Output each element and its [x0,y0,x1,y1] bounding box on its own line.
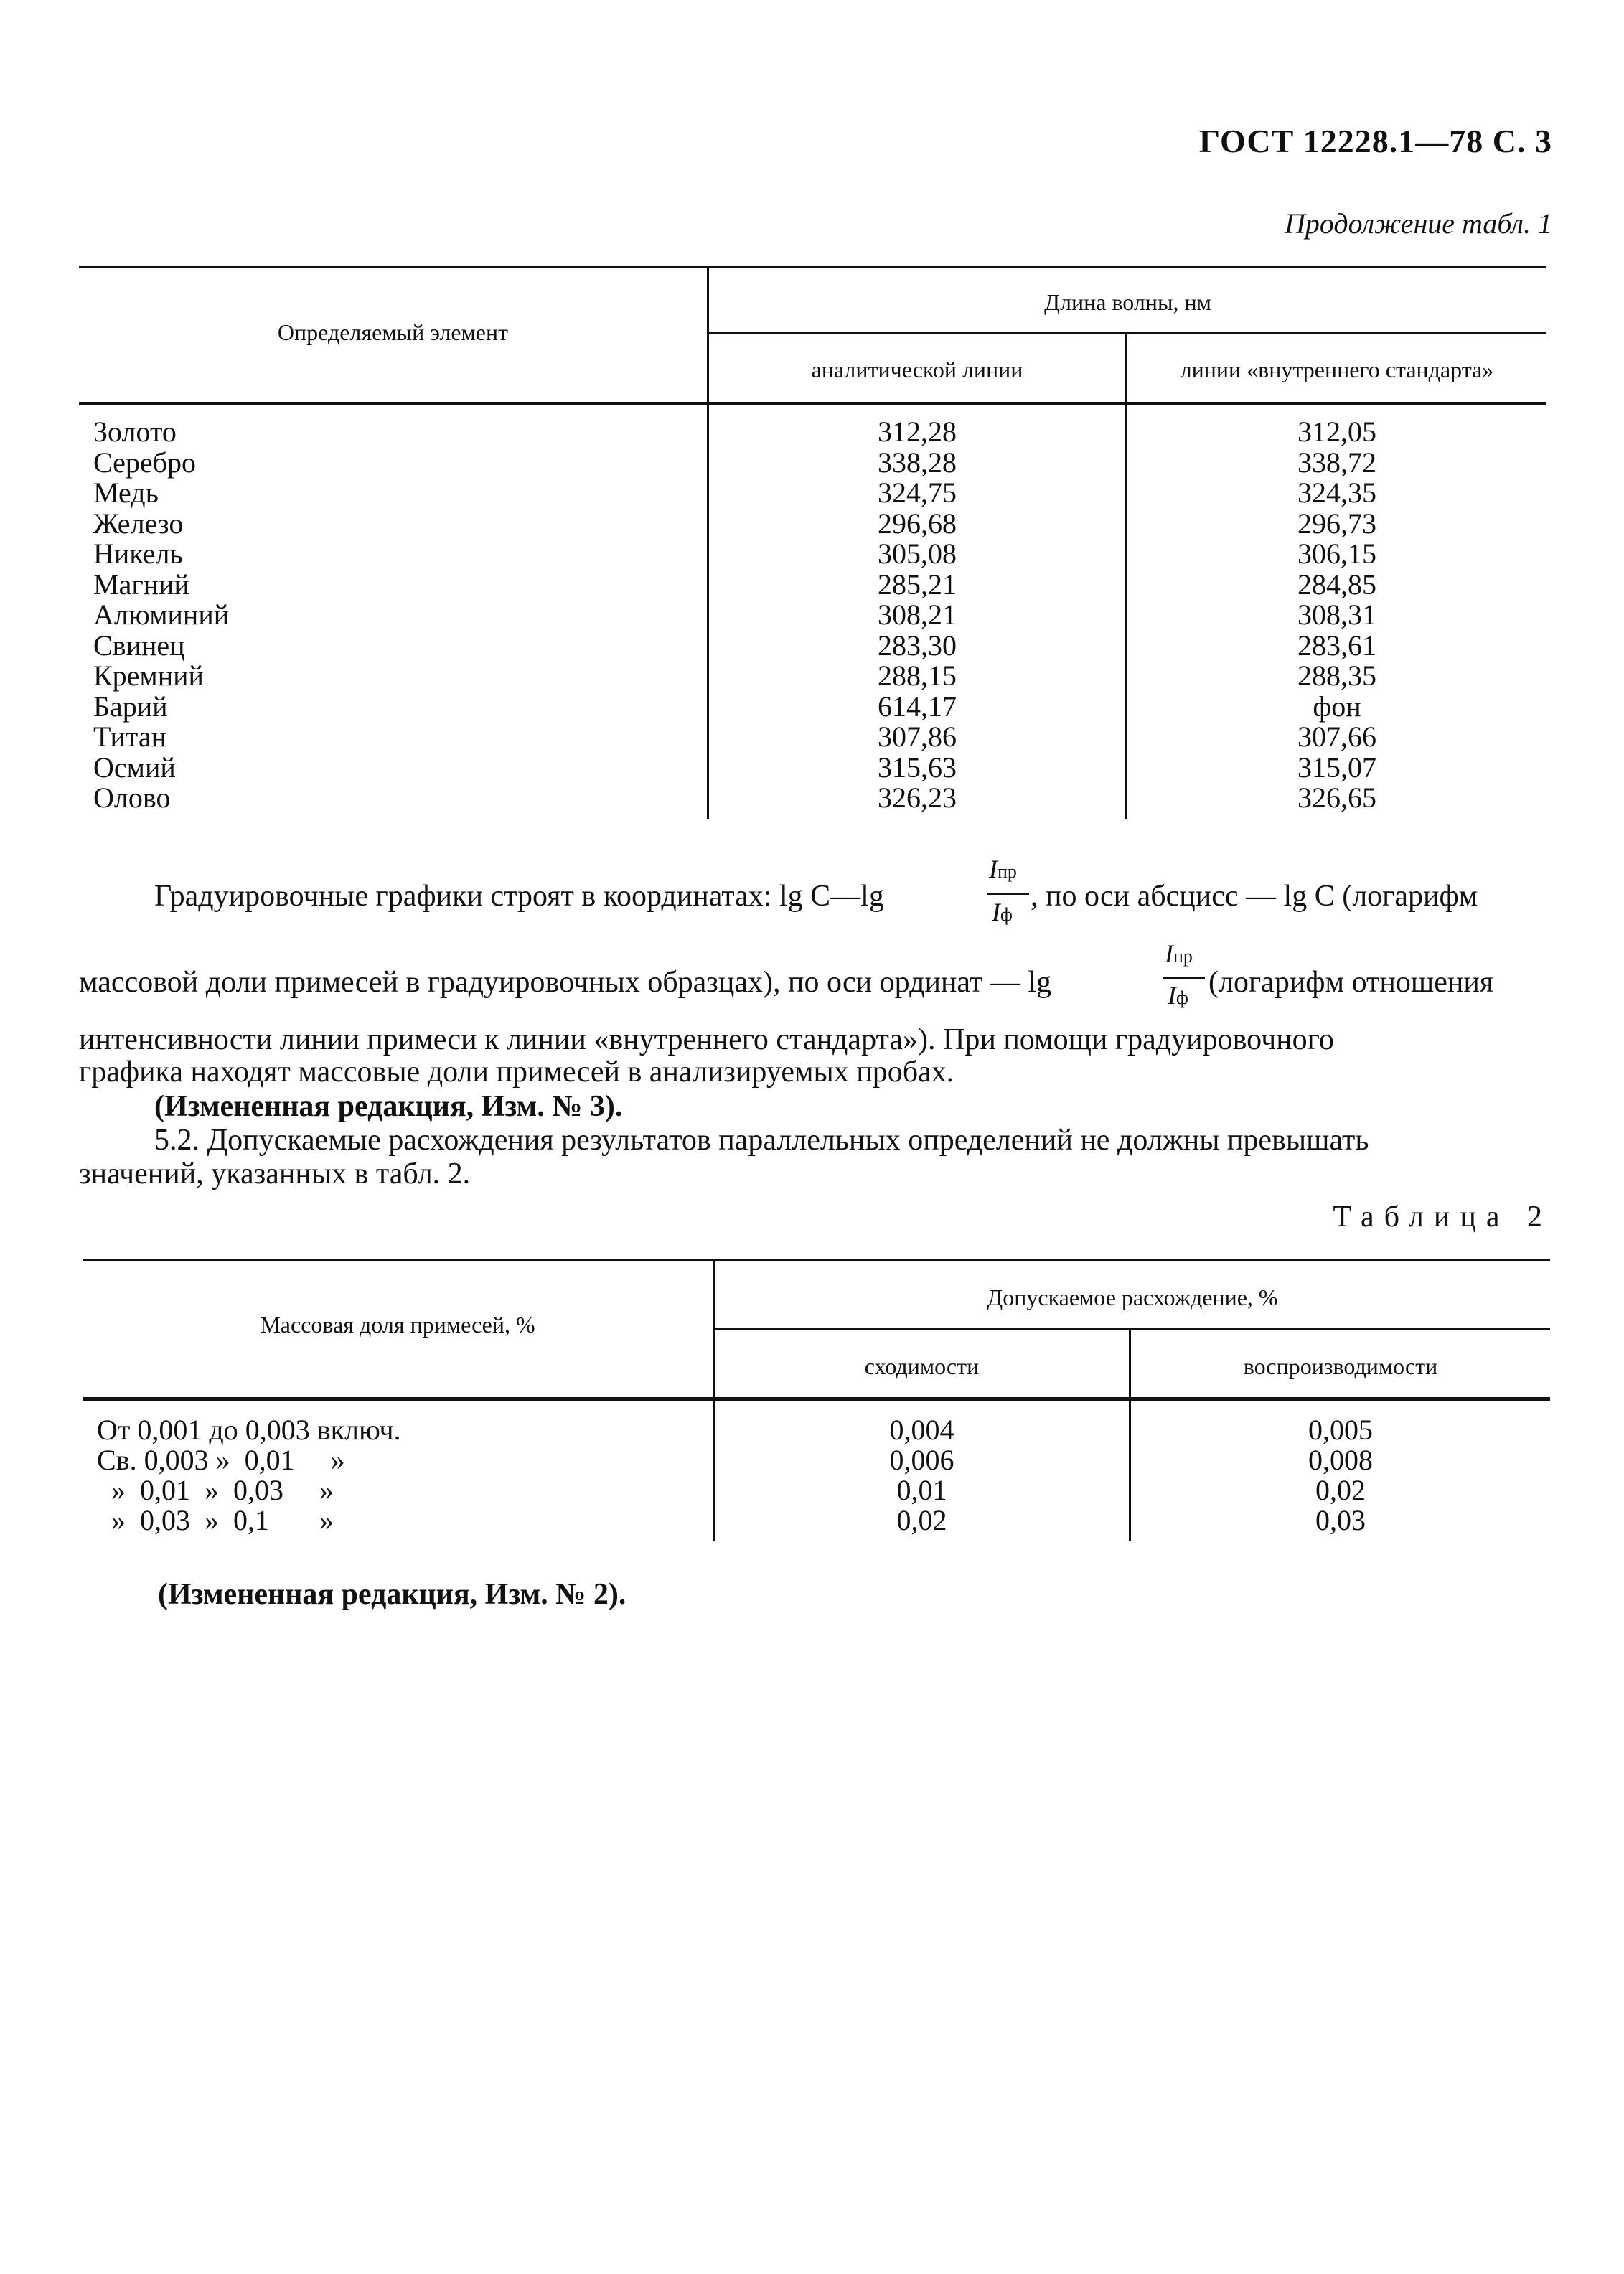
table1-cell-element: Никель [93,537,183,570]
paragraph-2a: массовой доли примесей в градуировочных образцах), по оси ординат — lg [79,966,1051,999]
paragraph-3: интенсивности линии примеси к линии «внутреннего стандарта»). При помощи градуировочного [79,1023,1334,1056]
table2-cell-reproducibility: 0,008 [1308,1444,1373,1476]
table1-col-analytical: аналитической линии [811,357,1023,382]
table1-cell-element: Осмий [93,751,176,784]
table1-cell-internal: 296,73 [1297,507,1376,540]
table1-cell-element: Барий [93,690,168,723]
table2-cell-mass: » 0,01 » 0,03 » [97,1474,334,1506]
table1-cell-element: Серебро [93,446,197,479]
fraction-1-denominator: Iф [992,898,1013,926]
table1-cell-analytical: 305,08 [878,537,957,570]
table1-cell-element: Золото [93,415,177,448]
table1-top-rule [79,266,1546,268]
table2-col-mass: Массовая доля примесей, % [260,1312,535,1338]
table1-cell-element: Медь [93,476,159,509]
paragraph-5: 5.2. Допускаемые расхождения результатов параллельных определений не должны превышать [154,1124,1369,1157]
table1-cell-analytical: 614,17 [878,690,957,723]
table2-cell-convergence: 0,02 [896,1504,947,1536]
table1-cell-analytical: 283,30 [878,629,957,662]
table1-cell-internal: 315,07 [1297,751,1376,784]
table1-cell-internal: 307,66 [1297,720,1376,753]
table1-cell-internal: 324,35 [1297,476,1376,509]
page-header-title: ГОСТ 12228.1—78 С. 3 [1198,123,1552,159]
amendment-note-3: (Измененная редакция, Изм. № 3). [154,1090,623,1123]
table2-col-convergence: сходимости [864,1353,980,1379]
table1-cell-analytical: 285,21 [878,568,957,601]
fraction-2-denominator: Iф [1168,981,1188,1010]
table2-header-bottom-rule [83,1397,1550,1401]
table2-cell-mass: Св. 0,003 » 0,01 » [97,1444,345,1476]
fraction-2-bar [1163,977,1205,979]
amendment-note-2: (Измененная редакция, Изм. № 2). [158,1578,626,1611]
table1-cell-analytical: 324,75 [878,476,957,509]
table2-cell-reproducibility: 0,005 [1308,1414,1373,1446]
table1-cell-analytical: 308,21 [878,598,957,631]
table1-cell-internal: 308,31 [1297,598,1376,631]
table1-cell-analytical: 296,68 [878,507,957,540]
table2-top-rule [83,1259,1550,1261]
table2-cell-convergence: 0,004 [889,1414,954,1446]
table2-col-reproducibility: воспроизводимости [1243,1353,1438,1379]
table1-col-internal: линии «внутреннего стандарта» [1180,357,1494,382]
table1-cell-analytical: 288,15 [878,659,957,692]
table2-cell-mass: От 0,001 до 0,003 включ. [97,1414,401,1446]
table1-cell-internal: 326,65 [1297,781,1376,814]
table1-caption: Продолжение табл. 1 [1284,207,1552,240]
table1-cell-element: Олово [93,781,171,814]
table2-cell-reproducibility: 0,03 [1315,1504,1366,1536]
table2-caption: Таблица 2 [1333,1201,1552,1234]
table1-cell-internal: фон [1313,690,1361,723]
table1-cell-internal: 312,05 [1297,415,1376,448]
table1-cell-analytical: 312,28 [878,415,957,448]
table1-cell-element: Магний [93,568,189,601]
table1-cell-element: Титан [93,720,166,753]
paragraph-1b: , по оси абсцисс — lg C (логарифм [1031,880,1478,913]
table1-cell-analytical: 307,86 [878,720,957,753]
table1-col-element: Определяемый элемент [277,319,509,345]
table1-cell-internal: 288,35 [1297,659,1376,692]
table1-cell-internal: 306,15 [1297,537,1376,570]
paragraph-4: графика находят массовые доли примесей в анализируемых пробах. [79,1056,954,1089]
paragraph-2b: (логарифм отношения [1208,966,1494,999]
table1-cell-internal: 283,61 [1297,629,1376,662]
fraction-2-numerator: Iпр [1165,939,1193,968]
table2-col-allowed: Допускаемое расхождение, % [987,1284,1278,1310]
fraction-1-numerator: Iпр [989,855,1017,883]
table2-cell-convergence: 0,006 [889,1444,954,1476]
table1-cell-element: Алюминий [93,598,230,631]
table1-cell-analytical: 326,23 [878,781,957,814]
table1-cell-analytical: 315,63 [878,751,957,784]
table1-cell-element: Кремний [93,659,204,692]
table1-col-wavelength: Длина волны, нм [1044,289,1211,315]
table2-cell-convergence: 0,01 [896,1474,947,1506]
table1-cell-internal: 284,85 [1297,568,1376,601]
table1-cell-element: Железо [93,507,184,540]
fraction-1-bar [987,893,1029,895]
paragraph-1a: Градуировочные графики строят в координатах: lg C—lg [154,880,884,913]
table1-cell-internal: 338,72 [1297,446,1376,479]
table2-mid-rule [713,1328,1550,1330]
table1-cell-analytical: 338,28 [878,446,957,479]
table1-header-bottom-rule [79,402,1546,405]
table2-cell-reproducibility: 0,02 [1315,1474,1366,1506]
table2-cell-mass: » 0,03 » 0,1 » [97,1504,334,1536]
table1-cell-element: Свинец [93,629,185,662]
paragraph-6: значений, указанных в табл. 2. [79,1157,471,1190]
